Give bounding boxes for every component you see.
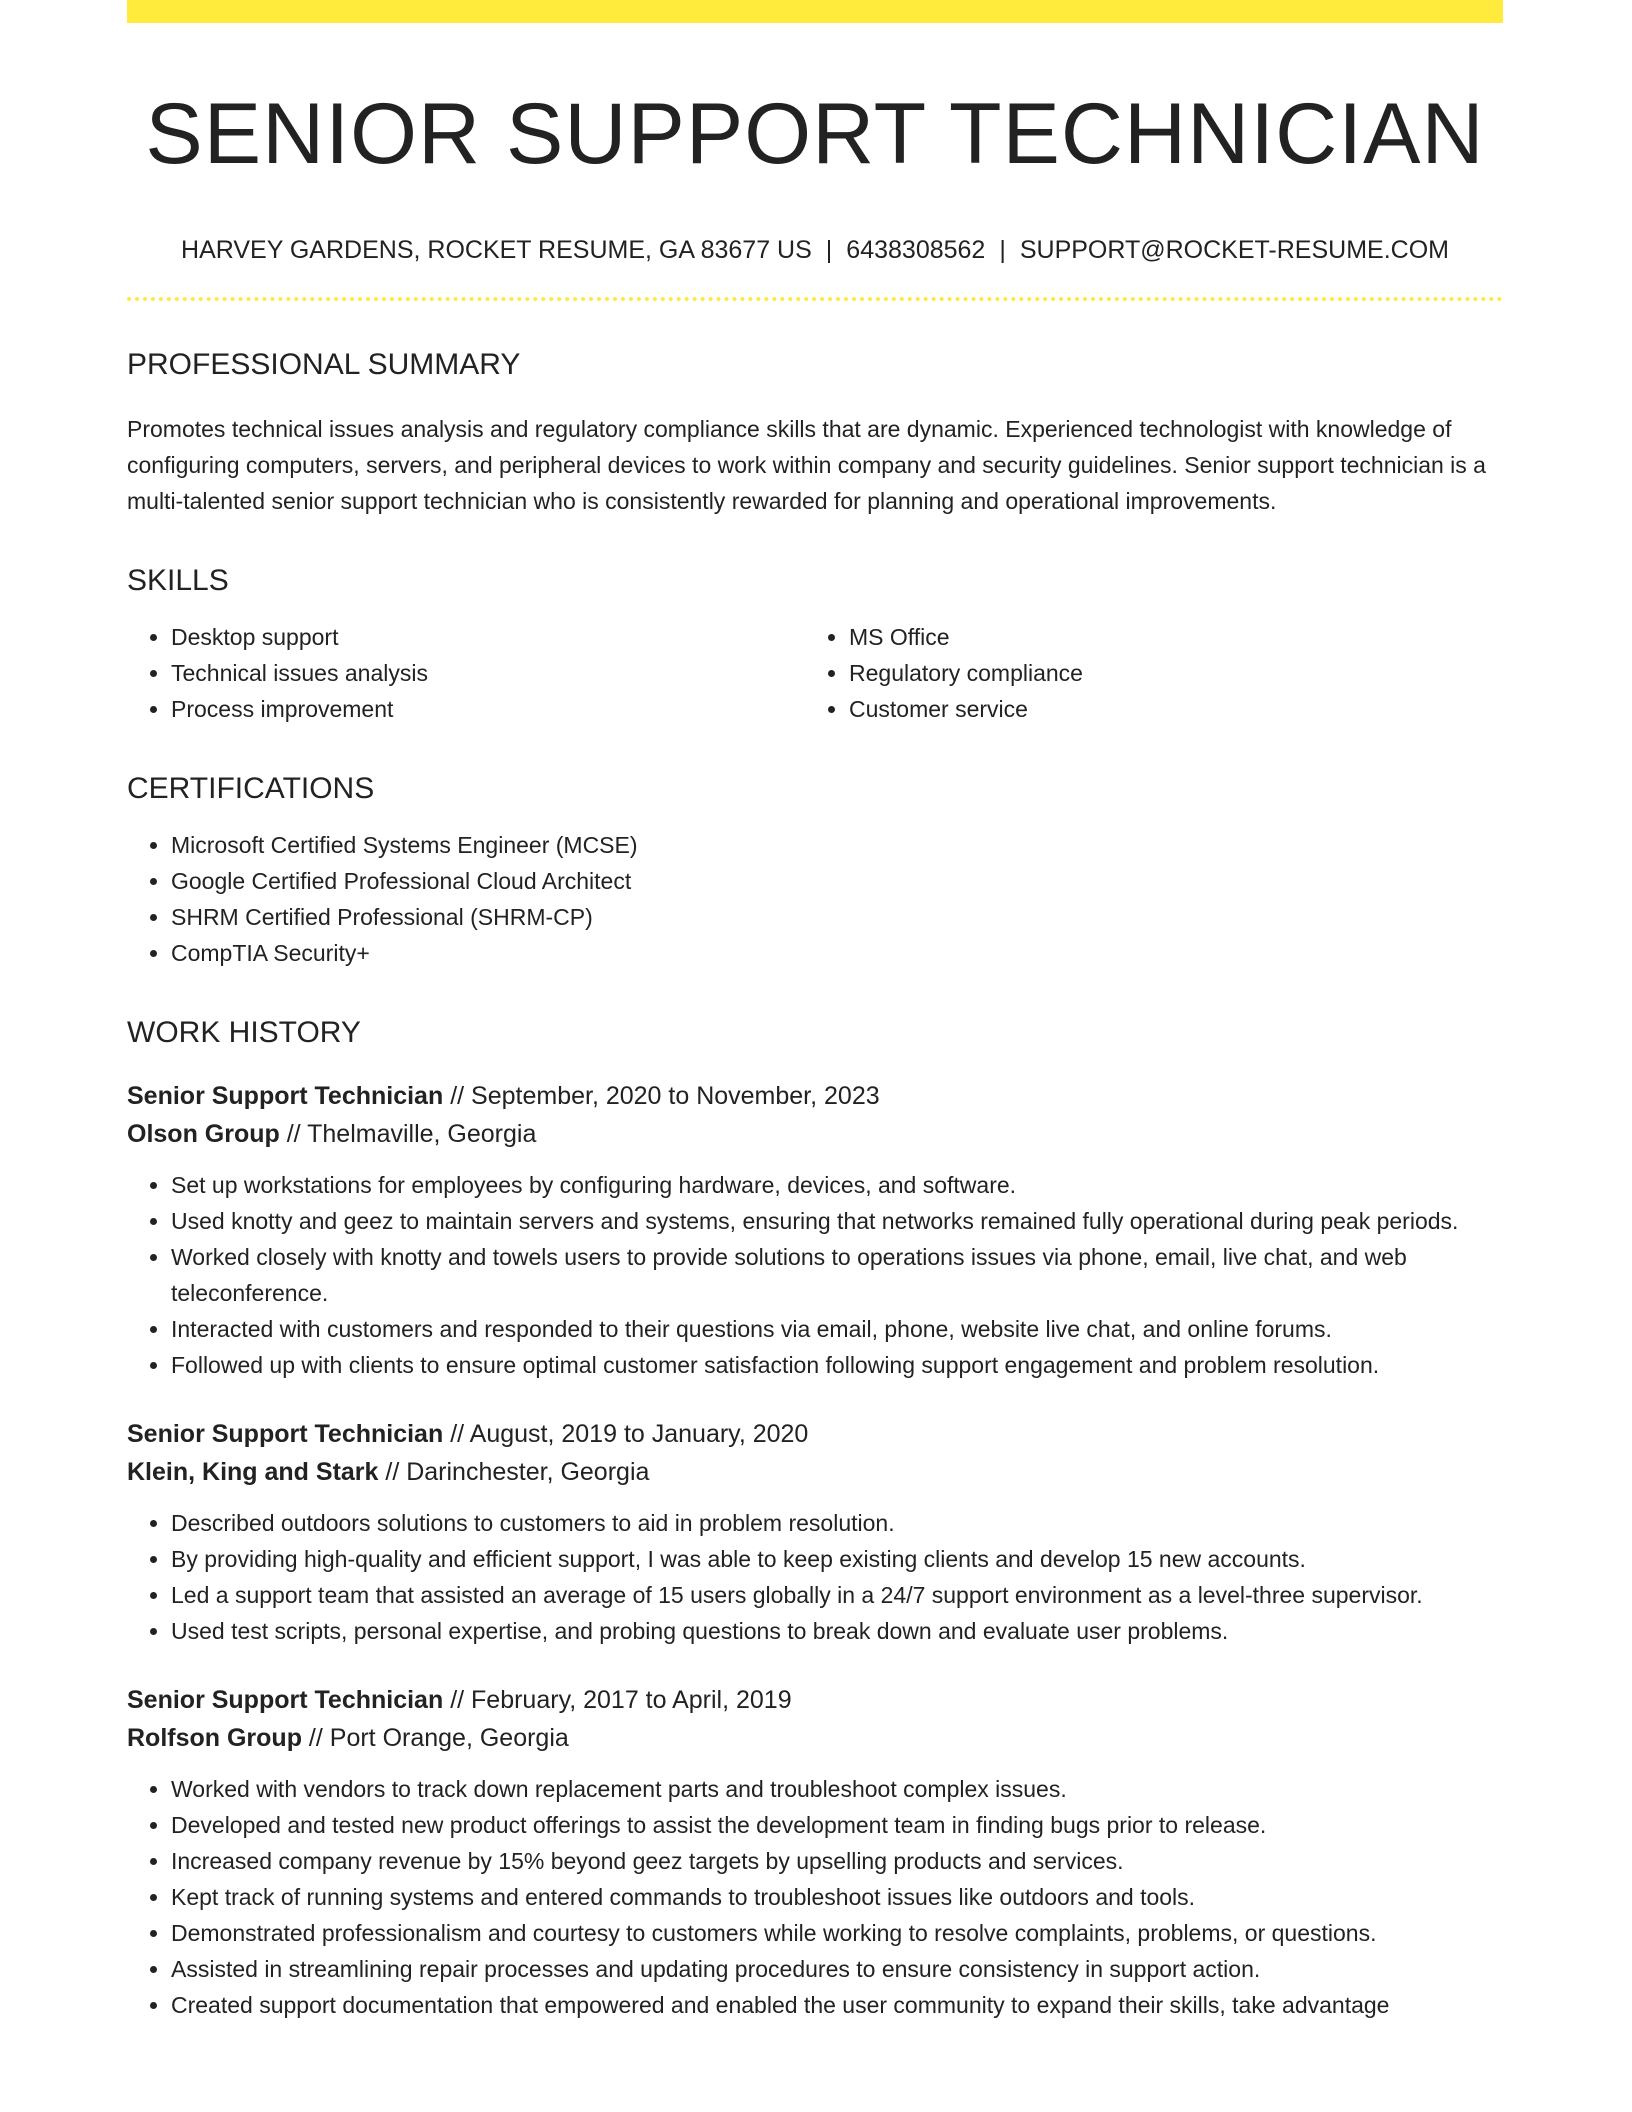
job-location: // Thelmaville, Georgia — [279, 1119, 537, 1148]
contact-separator: | — [999, 236, 1006, 265]
job-title: Senior Support Technician — [127, 1081, 444, 1110]
job-bullet: • Demonstrated professionalism and courtesy to customers while working to resolve complaints, problems, or questions. — [171, 1915, 1503, 1951]
job-title: Senior Support Technician — [127, 1419, 444, 1448]
job-bullet: • Developed and tested new product offerings to assist the development team in finding bugs prior to release. — [171, 1807, 1503, 1843]
job-title: Senior Support Technician — [127, 1685, 444, 1714]
job-bullet: • Increased company revenue by 15% beyond geez targets by upselling products and services. — [171, 1843, 1503, 1879]
dotted-divider — [127, 297, 1503, 301]
job-bullets — [127, 1505, 1503, 1649]
job-entry — [127, 1415, 1503, 1649]
certification-item: • Microsoft Certified Systems Engineer (MCSE) — [171, 827, 1503, 863]
job-bullet: • Used knotty and geez to maintain servers and systems, ensuring that networks remained fully operational during peak periods. — [171, 1203, 1503, 1239]
summary-text: Promotes technical issues analysis and regulatory compliance skills that are dynamic. Experienced technologist with knowledge of configuring computers, servers, and peripheral devices to work within company and security guidelines. Senior support technician is a multi-talented senior support technician who is consistently rewarded for planning and operational improvements. — [127, 415, 1486, 514]
certification-item: • Google Certified Professional Cloud Architect — [171, 863, 1503, 899]
skills-heading: SKILLS — [127, 563, 229, 597]
skills-section — [127, 563, 1503, 727]
skill-item: • Customer service — [849, 691, 1503, 727]
job-entry — [127, 1077, 1503, 1383]
job-company-line — [127, 1453, 1503, 1491]
contact-separator: | — [825, 236, 833, 265]
job-bullet: • Worked closely with knotty and towels users to provide solutions to operations issues via phone, email, live chat, and web teleconference. — [171, 1239, 1503, 1311]
certifications-section — [127, 771, 1503, 971]
skills-grid — [127, 599, 1503, 727]
job-bullet: • Kept track of running systems and entered commands to troubleshoot issues like outdoors and tools. — [171, 1879, 1503, 1915]
job-bullet: • Used test scripts, personal expertise, and probing questions to break down and evaluate user problems. — [171, 1613, 1503, 1649]
contact-phone: 6438308562 — [846, 236, 986, 265]
job-title-line — [127, 1681, 1503, 1719]
contact-email: SUPPORT@ROCKET-RESUME.COM — [1019, 236, 1449, 265]
job-location: // Darinchester, Georgia — [378, 1457, 650, 1486]
skill-item: • Process improvement — [171, 691, 805, 727]
job-bullet: • Set up workstations for employees by configuring hardware, devices, and software. — [171, 1167, 1503, 1203]
skill-item: • MS Office — [849, 619, 1503, 655]
certifications-heading: CERTIFICATIONS — [127, 771, 375, 805]
job-bullet: • Led a support team that assisted an average of 15 users globally in a 24/7 support environment as a level-three supervisor. — [171, 1577, 1503, 1613]
summary-heading: PROFESSIONAL SUMMARY — [127, 347, 521, 381]
contact-line — [127, 234, 1503, 267]
work-history-heading: WORK HISTORY — [127, 1015, 361, 1049]
job-company-line — [127, 1719, 1503, 1757]
job-bullet: • Created support documentation that empowered and enabled the user community to expand their skills, take advantage — [171, 1987, 1503, 2023]
skill-item: • Regulatory compliance — [849, 655, 1503, 691]
job-bullet: • Followed up with clients to ensure optimal customer satisfaction following support engagement and problem resolution. — [171, 1347, 1503, 1383]
job-title-line — [127, 1077, 1503, 1115]
job-dates: // August, 2019 to January, 2020 — [443, 1419, 809, 1448]
job-bullet: • Assisted in streamlining repair processes and updating procedures to ensure consistency in support action. — [171, 1951, 1503, 1987]
job-dates: // September, 2020 to November, 2023 — [443, 1081, 880, 1110]
job-location: // Port Orange, Georgia — [301, 1723, 569, 1752]
job-title-line — [127, 1415, 1503, 1453]
job-company: Olson Group — [127, 1119, 280, 1148]
resume-page — [127, 0, 1503, 2112]
certifications-list — [127, 827, 1503, 971]
contact-address: HARVEY GARDENS, ROCKET RESUME, GA 83677 US — [181, 236, 812, 265]
skill-item: • Desktop support — [171, 619, 805, 655]
certification-item: • SHRM Certified Professional (SHRM-CP) — [171, 899, 1503, 935]
skills-list-left — [127, 619, 805, 727]
work-history-section — [127, 1015, 1503, 2023]
job-bullets — [127, 1771, 1503, 2023]
job-company-line — [127, 1115, 1503, 1153]
job-dates: // February, 2017 to April, 2019 — [443, 1685, 792, 1714]
resume-title: SENIOR SUPPORT TECHNICIAN — [145, 86, 1485, 182]
job-bullet: • By providing high-quality and efficient support, I was able to keep existing clients and develop 15 new accounts. — [171, 1541, 1503, 1577]
skill-item: • Technical issues analysis — [171, 655, 805, 691]
job-bullet: • Worked with vendors to track down replacement parts and troubleshoot complex issues. — [171, 1771, 1503, 1807]
skills-list-right — [805, 619, 1503, 727]
job-company: Rolfson Group — [127, 1723, 302, 1752]
job-entry — [127, 1681, 1503, 2023]
certification-item: • CompTIA Security+ — [171, 935, 1503, 971]
accent-top-bar — [127, 0, 1503, 23]
job-bullet: • Described outdoors solutions to customers to aid in problem resolution. — [171, 1505, 1503, 1541]
summary-section — [127, 347, 1503, 519]
job-company: Klein, King and Stark — [127, 1457, 379, 1486]
job-bullet: • Interacted with customers and responded to their questions via email, phone, website live chat, and online forums. — [171, 1311, 1503, 1347]
job-bullets — [127, 1167, 1503, 1383]
